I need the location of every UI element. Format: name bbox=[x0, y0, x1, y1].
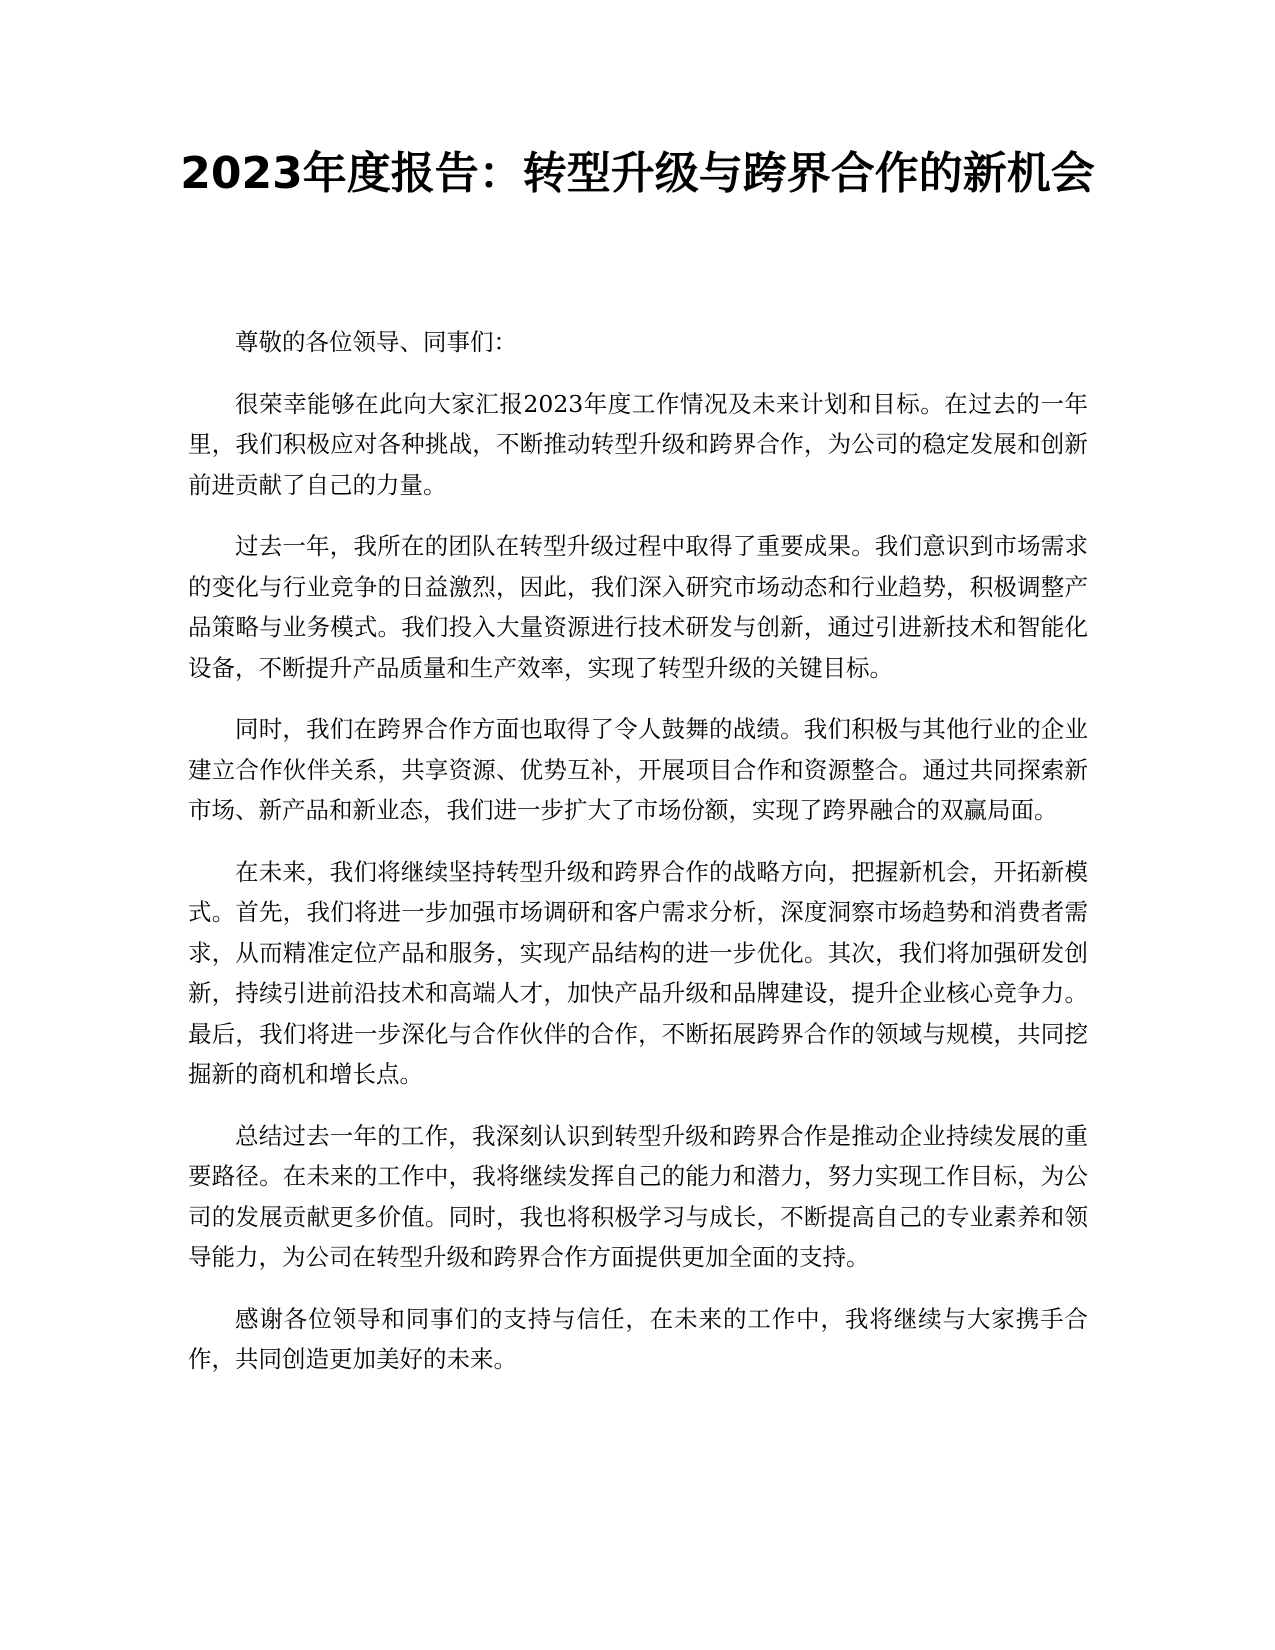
cooperation-paragraph: 同时，我们在跨界合作方面也取得了令人鼓舞的战绩。我们积极与其他行业的企业建立合作伙伴关系，共享资源、优势互补，开展项目合作和资源整合。通过共同探索新市场、新产品和新业态，我们进一步扩大了市场份额，实现了跨界融合的双赢局面。 bbox=[188, 715, 1088, 824]
intro-paragraph: 很荣幸能够在此向大家汇报2023年度工作情况及未来计划和目标。在过去的一年里，我们积极应对各种挑战，不断推动转型升级和跨界合作，为公司的稳定发展和创新前进贡献了自己的力量。 bbox=[188, 389, 1088, 499]
document-body bbox=[188, 322, 1088, 1401]
future-plan-paragraph: 在未来，我们将继续坚持转型升级和跨界合作的战略方向，把握新机会，开拓新模式。首先，我们将进一步加强市场调研和客户需求分析，深度洞察市场趋势和消费者需求，从而精准定位产品和服务，实现产品结构的进一步优化。其次，我们将加强研发创新，持续引进前沿技术和高端人才，加快产品升级和品牌建设，提升企业核心竞争力。最后，我们将进一步深化与合作伙伴的合作，不断拓展跨界合作的领域与规模，共同挖掘新的商机和增长点。 bbox=[188, 857, 1088, 1088]
document-title: 2023年度报告：转型升级与跨界合作的新机会 bbox=[180, 148, 1095, 199]
transformation-paragraph: 过去一年，我所在的团队在转型升级过程中取得了重要成果。我们意识到市场需求的变化与行业竞争的日益激烈，因此，我们深入研究市场动态和行业趋势，积极调整产品策略与业务模式。我们投入大量资源进行技术研发与创新，通过引进新技术和智能化设备，不断提升产品质量和生产效率，实现了转型升级的关键目标。 bbox=[188, 532, 1088, 682]
salutation-paragraph: 尊敬的各位领导、同事们： bbox=[235, 328, 517, 356]
summary-paragraph: 总结过去一年的工作，我深刻认识到转型升级和跨界合作是推动企业持续发展的重要路径。在未来的工作中，我将继续发挥自己的能力和潜力，努力实现工作目标，为公司的发展贡献更多价值。同时，我也将积极学习与成长，不断提高自己的专业素养和领导能力，为公司在转型升级和跨界合作方面提供更加全面的支持。 bbox=[188, 1121, 1088, 1271]
thanks-paragraph: 感谢各位领导和同事们的支持与信任，在未来的工作中，我将继续与大家携手合作，共同创造更加美好的未来。 bbox=[188, 1304, 1088, 1373]
